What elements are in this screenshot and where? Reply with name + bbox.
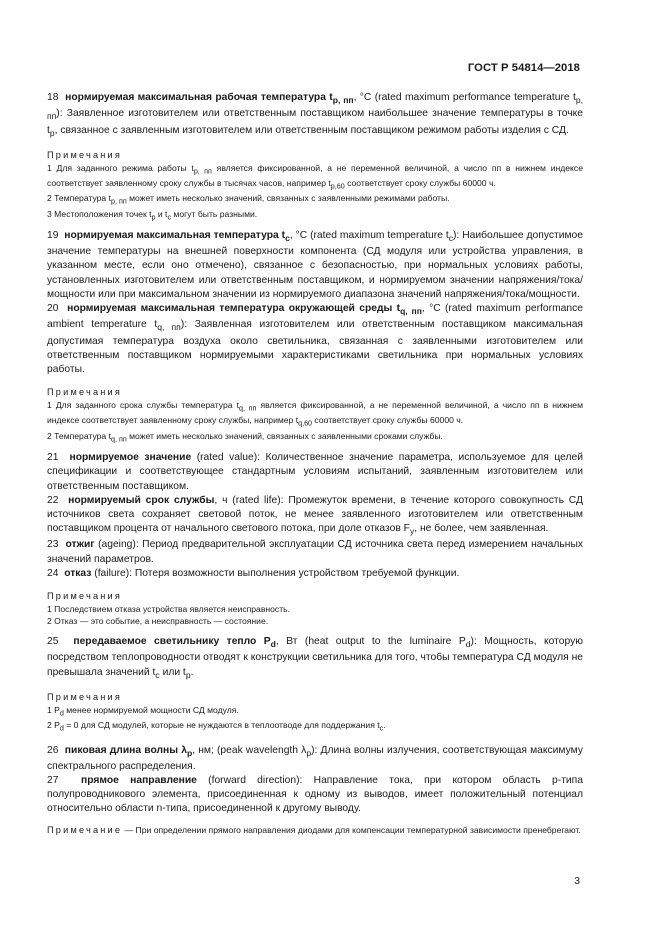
note-18-3: 3 Местоположения точек $t_р$ и $t_с$ могут быть разными. <box>47 208 258 222</box>
page-number: 3 <box>574 876 580 887</box>
term-18: 18 нормируемая максимальная рабочая температура $t_{р, пп}$, °С (rated maximum performance temperature $t_{р, пп}$): Заявленное изготовителем или ответственным поставщиком наибольшее значение температуры в точке $t_р$, связанное с заявленным изготовителем или ответственным поставщиком режимом работы изделия с СД. <box>47 92 583 138</box>
note-24-2: 2 Отказ — это событие, а неисправность — состояние. <box>47 615 269 626</box>
note-25-1: 1 $P_d$ менее нормируемой мощности СД модуля. <box>47 704 239 718</box>
note-18-2: 2 Температура $t_{р, пп}$ может иметь несколько значений, связанных с заявленными режимами работы. <box>47 193 450 207</box>
notes-heading: Примечания <box>47 387 123 398</box>
standard-code-header: ГОСТ Р 54814—2018 <box>467 62 580 74</box>
notes-heading: Примечания <box>47 691 123 702</box>
note-27: Примечание — При определении прямого направления диодами для компенсации температурной зависимости пренебрегают. <box>47 824 581 835</box>
term-21: 21 нормируемое значение (rated value): Количественное значение параметра, используемое для целей спецификации и соответствующее стандартным условиям испытаний, заявленным изготовителем или ответственным поставщиком. <box>47 452 584 492</box>
term-20: 20 нормируемая максимальная температура окружающей среды $t_{q, пп}$, °С (rated maximum performance ambient temperature $t_{q, пп}$): Заявленная изготовителем или ответственным поставщиком максимальная допустимая температура воздуха около светильника, связанная с заявленными изготовителем или ответственным поставщиком нормируемыми характеристиками светильника при нормальных условиях работы. <box>47 303 584 375</box>
term-25: 25 передаваемое светильнику тепло $P_d$, Вт (heat output to the luminaire $P_d$): Мощность, которую посредством теплопроводности отводят к конструкции светильника для того, чтобы температура СД модуля не превышала значений $t_с$ или $t_р$. <box>47 636 583 680</box>
term-22: 22 нормируемый срок службы, ч (rated life): Промежуток времени, в течение которого совокупность СД источников света сохраняет световой поток, не менее заявленного изготовителем или ответственным поставщиком процента от начального светового потока, при доле отказов $F_y$, не более, чем заявленная. <box>47 494 583 537</box>
note-20-1: 1 Для заданного срока службы температура $t_{q, пп}$ является фиксированной, а не переменной величиной, а число пп в нижнем индексе соответствует заявленному сроку службы, например $t_{q,60}$ соответствует сроку службы 60000 ч. <box>47 400 583 429</box>
note-24-1: 1 Последствием отказа устройства является неисправность. <box>47 603 291 614</box>
note-18-1: 1 Для заданного режима работы $t_{р, пп}$ является фиксированной, а не переменной величиной, а число пп в нижнем индексе соответствует заявленному сроку службы в тысячах часов, например $t_{р,60}$ соответствует сроку службы 60000 ч. <box>47 162 583 191</box>
notes-heading: Примечания <box>47 149 123 160</box>
term-19: 19 нормируемая максимальная температура $t_с$, °С (rated maximum temperature $t_с$): Наибольшее допустимое значение температуры на внешней поверхности компонента (СД модуля или устройства управления, в указанном месте, если оно отмечено), связанное с безопасностью, при нормальных условиях работы, установленных изготовителем или ответственным поставщиком, и нормируемом значении напряжения/тока/мощности или при максимальном значении из нормируемого диапазона значений напряжения/тока/мощности. <box>47 230 583 300</box>
notes-heading: Примечания <box>47 590 123 601</box>
note-20-2: 2 Температура $t_{q, пп}$ может иметь несколько значений, связанных с заявленными сроками службы. <box>47 430 443 444</box>
definitions-body <box>47 91 583 836</box>
note-25-2: 2 $P_d = 0$ для СД модулей, которые не нуждаются в теплоотводе для поддержания $t_с$. <box>47 720 386 733</box>
term-24: 24 отказ (failure): Потеря возможности выполнения устройством требуемой функции. <box>47 567 460 579</box>
term-27: 27 прямое направление (forward direction): Направление тока, при котором область р-типа полупроводникового элемента, присоединенная к одному из выводов, имеет положительный потенциал относительно области n-типа, присоединенной к другому выводу. <box>47 774 583 815</box>
term-26: 26 пиковая длина волны $\lambda_р$, нм; (peak wavelength $\lambda_р$): Длина волны излучения, соответствующая максимуму спектрального распределения. <box>47 744 583 772</box>
term-23: 23 отжиг (ageing): Период предварительной эксплуатации СД источника света перед измерением начальных значений параметров. <box>47 539 583 565</box>
